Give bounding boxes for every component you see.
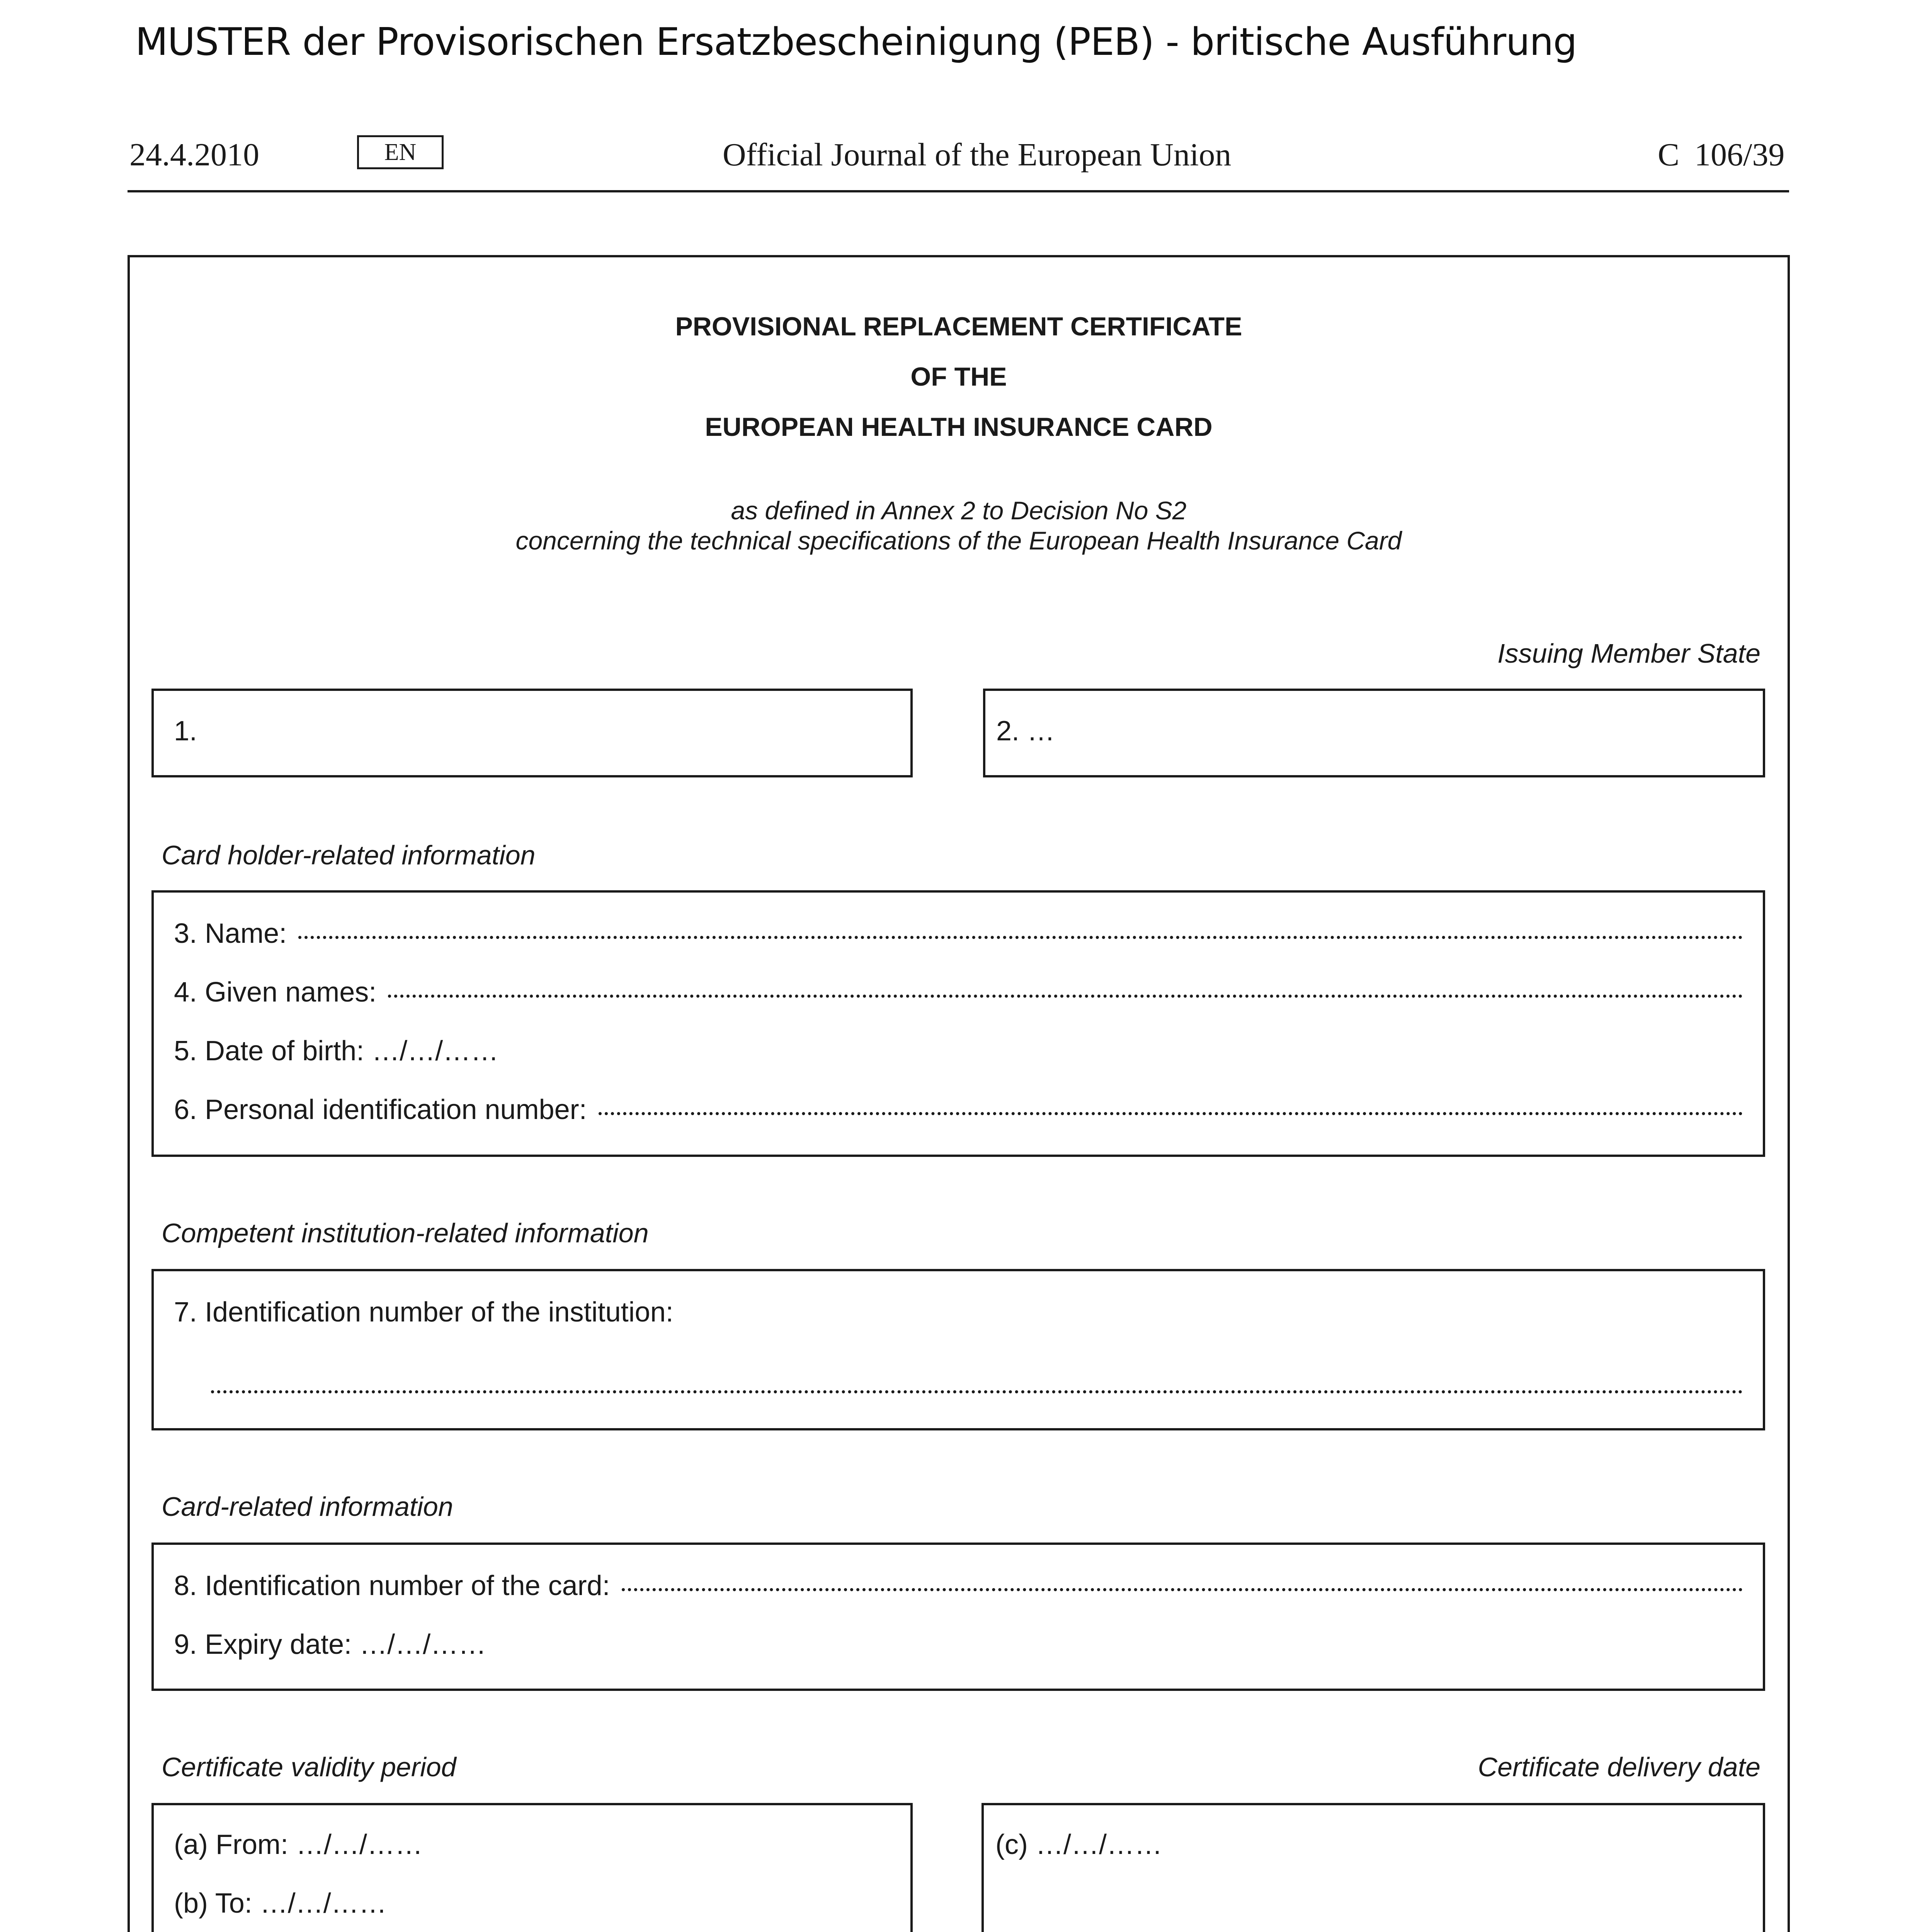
card-id-dotted-line bbox=[622, 1588, 1743, 1591]
certificate-title bbox=[128, 301, 1790, 452]
subtitle-line-2: concerning the technical specifications of the European Health Insurance Card bbox=[515, 526, 1402, 555]
title-line-3: EUROPEAN HEALTH INSURANCE CARD bbox=[705, 412, 1213, 442]
name-label: 3. Name: bbox=[174, 918, 287, 949]
institution-section-label: Competent institution-related information bbox=[162, 1218, 649, 1248]
given-names-label: 4. Given names: bbox=[174, 977, 377, 1008]
field-2-label: 2. … bbox=[996, 716, 1055, 747]
personal-id-dotted-line bbox=[599, 1112, 1743, 1115]
name-dotted-line bbox=[298, 936, 1743, 939]
delivery-date-field[interactable]: (c) …/…/…… bbox=[995, 1829, 1162, 1860]
given-names-dotted-line bbox=[388, 995, 1743, 998]
card-info-box bbox=[151, 1543, 1765, 1691]
header-rule bbox=[128, 190, 1789, 192]
institution-id-dotted-line[interactable] bbox=[211, 1390, 1743, 1393]
document-banner: MUSTER der Provisorischen Ersatzbescheinigung (PEB) - britische Ausführung bbox=[135, 20, 1577, 64]
issuing-state-label: Issuing Member State bbox=[1497, 638, 1761, 668]
title-line-2: OF THE bbox=[910, 362, 1007, 391]
holder-section-label: Card holder-related information bbox=[162, 840, 536, 870]
card-id-label: 8. Identification number of the card: bbox=[174, 1570, 610, 1601]
valid-from-field[interactable]: (a) From: …/…/…… bbox=[174, 1829, 423, 1860]
field-1-label: 1. bbox=[174, 716, 197, 747]
valid-to-field[interactable]: (b) To: …/…/…… bbox=[174, 1888, 387, 1919]
delivery-date-box bbox=[981, 1803, 1765, 1932]
journal-date: 24.4.2010 bbox=[129, 137, 259, 173]
certificate-subtitle bbox=[128, 495, 1790, 556]
journal-page-ref: C 106/39 bbox=[1658, 137, 1785, 173]
delivery-date-label: Certificate delivery date bbox=[1478, 1752, 1761, 1782]
field-1-box[interactable] bbox=[151, 689, 913, 777]
language-badge: EN bbox=[357, 135, 444, 169]
journal-title: Official Journal of the European Union bbox=[723, 137, 1232, 173]
card-section-label: Card-related information bbox=[162, 1492, 453, 1522]
field-2-box[interactable] bbox=[983, 689, 1765, 777]
given-names-field[interactable] bbox=[174, 978, 1743, 1006]
institution-info-box bbox=[151, 1269, 1765, 1430]
validity-period-label: Certificate validity period bbox=[162, 1752, 456, 1782]
name-field[interactable] bbox=[174, 920, 1743, 947]
card-id-field[interactable] bbox=[174, 1572, 1743, 1600]
date-of-birth-field[interactable]: 5. Date of birth: …/…/…… bbox=[174, 1036, 499, 1066]
personal-id-label: 6. Personal identification number: bbox=[174, 1094, 587, 1125]
title-line-1: PROVISIONAL REPLACEMENT CERTIFICATE bbox=[675, 312, 1242, 341]
expiry-date-field[interactable]: 9. Expiry date: …/…/…… bbox=[174, 1629, 486, 1660]
subtitle-line-1: as defined in Annex 2 to Decision No S2 bbox=[731, 496, 1187, 525]
institution-id-label: 7. Identification number of the institution: bbox=[174, 1297, 674, 1328]
personal-id-field[interactable] bbox=[174, 1096, 1743, 1124]
